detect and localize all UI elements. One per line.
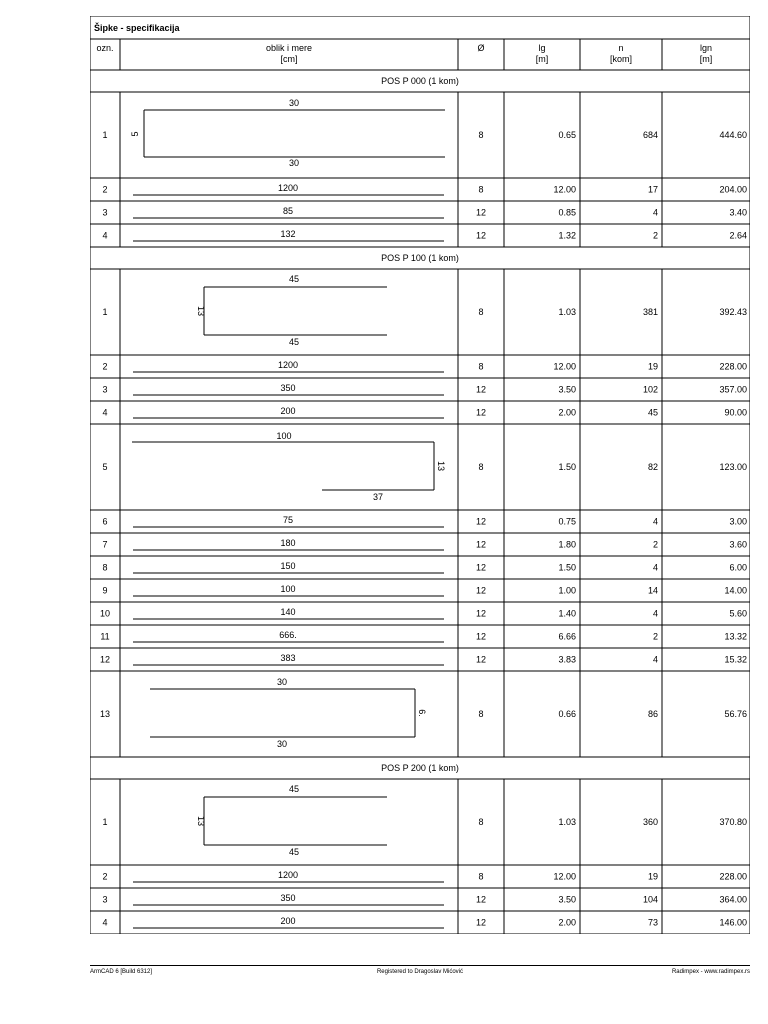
column-unit-shape: [cm] (280, 54, 298, 64)
bar-count: 4 (652, 562, 658, 573)
bar-shape-top-label: 45 (288, 274, 300, 284)
column-header-n: n (618, 43, 624, 53)
bar-mark: 5 (102, 462, 108, 472)
bar-count: 86 (647, 709, 658, 719)
footer-vendor: Radimpex - www.radimpex.rs (671, 969, 750, 975)
bar-diameter: 12 (475, 894, 487, 905)
bar-mark: 3 (102, 384, 108, 395)
bar-total-length: 3.00 (729, 516, 747, 527)
bar-mark: 1 (102, 307, 108, 317)
specification-sheet (90, 16, 750, 934)
bar-diameter: 8 (478, 871, 484, 882)
bar-diameter: 12 (475, 516, 487, 527)
bar-mark: 4 (102, 230, 108, 241)
bar-total-length: 370.80 (719, 817, 747, 827)
bar-shape-label: 100 (280, 584, 296, 594)
bar-shape-label: 350 (280, 893, 296, 903)
bar-count: 2 (652, 631, 658, 642)
bar-mark: 9 (102, 585, 108, 596)
bar-total-length: 90.00 (724, 407, 747, 418)
bar-shape-bottom-label: 45 (288, 337, 300, 347)
bar-length: 1.00 (558, 585, 576, 596)
bar-total-length: 2.64 (729, 230, 747, 241)
bar-count: 19 (647, 871, 658, 882)
bar-total-length: 357.00 (719, 384, 747, 395)
bar-diameter: 12 (475, 608, 487, 619)
bar-total-length: 3.60 (729, 539, 747, 550)
bar-diameter: 12 (475, 407, 487, 418)
bar-mark: 2 (102, 184, 108, 195)
bar-count: 4 (652, 654, 658, 665)
bar-length: 1.80 (558, 539, 576, 550)
bar-mark: 3 (102, 894, 108, 905)
bar-length: 3.50 (558, 384, 576, 395)
column-unit-n: [kom] (609, 54, 633, 64)
bar-shape-bottom-label: 30 (288, 158, 300, 168)
bar-shape-top-label: 30 (288, 98, 300, 108)
bar-count: 684 (642, 130, 658, 140)
bar-mark: 1 (102, 130, 108, 140)
bar-diameter: 8 (478, 361, 484, 372)
page-footer (90, 965, 750, 986)
bar-length: 1.50 (558, 462, 576, 472)
footer-software: ArmCAD 6 [Build 6312] (90, 969, 153, 975)
bar-total-length: 392.43 (719, 307, 747, 317)
bar-diameter: 12 (475, 539, 487, 550)
column-unit-lg: [m] (535, 54, 549, 64)
bar-shape-top-label: 100 (276, 431, 292, 441)
bar-count: 45 (647, 407, 658, 418)
bar-mark: 4 (102, 407, 108, 418)
bar-mark: 12 (99, 654, 111, 665)
bar-mark: 11 (100, 631, 110, 642)
bar-count: 2 (652, 230, 658, 241)
bar-shape-top-label: 30 (276, 677, 288, 687)
bar-length: 3.83 (558, 654, 576, 665)
section-title: POS P 100 (1 kom) (381, 253, 459, 263)
bar-shape-label: 132 (280, 229, 296, 239)
bar-total-length: 56.76 (724, 709, 747, 719)
table-title: Šipke - specifikacija (94, 23, 180, 33)
bar-shape-bottom-label: 45 (288, 847, 300, 857)
bar-count: 82 (647, 462, 658, 472)
bar-count: 14 (647, 585, 658, 596)
column-header-dia: Ø (477, 43, 485, 53)
bar-diameter: 12 (475, 230, 487, 241)
bar-shape-label: 1200 (277, 360, 299, 370)
bar-shape-label: 666. (279, 630, 297, 640)
bar-length: 6.66 (558, 631, 576, 642)
bar-diameter: 8 (478, 817, 484, 827)
bar-total-length: 13.32 (724, 631, 747, 642)
bar-diameter: 8 (478, 307, 484, 317)
bar-shape-bottom-label: 30 (276, 739, 288, 749)
bar-shape-side-label: 5 (130, 131, 140, 137)
bar-count: 360 (642, 817, 658, 827)
bar-length: 0.75 (558, 516, 576, 527)
bar-shape-side-label: 6. (417, 709, 427, 717)
bar-total-length: 204.00 (719, 184, 747, 195)
bar-shape-label: 200 (280, 406, 296, 416)
bar-length: 12.00 (553, 184, 576, 195)
bar-total-length: 364.00 (719, 894, 747, 905)
bar-count: 102 (642, 384, 658, 395)
bar-total-length: 6.00 (729, 562, 747, 573)
bar-total-length: 123.00 (719, 462, 747, 472)
bar-mark: 8 (102, 562, 108, 573)
bar-length: 0.85 (558, 207, 576, 218)
bar-diameter: 8 (478, 184, 484, 195)
column-unit-lgn: [m] (699, 54, 713, 64)
bar-mark: 4 (102, 917, 108, 928)
bar-mark: 2 (102, 871, 108, 882)
bar-shape-label: 1200 (277, 183, 299, 193)
bar-shape-label: 75 (282, 515, 294, 525)
bar-length: 12.00 (553, 871, 576, 882)
bar-length: 1.50 (558, 562, 576, 573)
bar-length: 1.03 (558, 817, 576, 827)
bar-total-length: 228.00 (719, 361, 747, 372)
bar-count: 104 (642, 894, 658, 905)
section-title: POS P 000 (1 kom) (381, 76, 459, 86)
bar-count: 381 (642, 307, 658, 317)
bar-shape-label: 383 (280, 653, 296, 663)
bar-length: 0.66 (558, 709, 576, 719)
specification-table (90, 16, 750, 934)
bar-shape-bottom-label: 37 (372, 492, 384, 502)
bar-diameter: 12 (475, 917, 487, 928)
bar-length: 3.50 (558, 894, 576, 905)
bar-length: 2.00 (558, 407, 576, 418)
bar-diameter: 12 (475, 631, 487, 642)
bar-diameter: 8 (478, 130, 484, 140)
bar-count: 19 (647, 361, 658, 372)
bar-shape-label: 85 (282, 206, 294, 216)
bar-count: 4 (652, 516, 658, 527)
column-header-shape: oblik i mere (265, 43, 313, 53)
bar-length: 2.00 (558, 917, 576, 928)
bar-shape-top-label: 45 (288, 784, 300, 794)
bar-diameter: 8 (478, 462, 484, 472)
bar-shape-label: 200 (280, 916, 296, 926)
bar-mark: 13 (99, 709, 111, 719)
bar-shape-side-label: 13 (436, 460, 446, 472)
column-header-lg: lg (538, 43, 546, 53)
bar-diameter: 12 (475, 654, 487, 665)
bar-shape-label: 180 (280, 538, 296, 548)
bar-total-length: 3.40 (729, 207, 747, 218)
footer-registration: Registered to Dragoslav Mićović (376, 969, 464, 975)
bar-mark: 10 (99, 608, 111, 619)
bar-count: 4 (652, 207, 658, 218)
column-header-lgn: lgn (699, 43, 713, 53)
bar-total-length: 5.60 (729, 608, 747, 619)
bar-mark: 2 (102, 361, 108, 372)
bar-mark: 3 (102, 207, 108, 218)
bar-diameter: 12 (475, 585, 487, 596)
bar-count: 17 (647, 184, 658, 195)
bar-length: 1.32 (558, 230, 576, 241)
bar-total-length: 14.00 (724, 585, 747, 596)
bar-shape-label: 150 (280, 561, 296, 571)
section-title: POS P 200 (1 kom) (381, 763, 459, 773)
bar-total-length: 228.00 (719, 871, 747, 882)
bar-shape-side-label: 13 (196, 815, 206, 827)
bar-diameter: 8 (478, 709, 484, 719)
bar-diameter: 12 (475, 207, 487, 218)
bar-total-length: 15.32 (724, 654, 747, 665)
column-header-ozn: ozn. (96, 43, 114, 53)
bar-diameter: 12 (475, 562, 487, 573)
bar-shape-label: 350 (280, 383, 296, 393)
bar-length: 1.03 (558, 307, 576, 317)
bar-shape-side-label: 13 (196, 305, 206, 317)
bar-count: 4 (652, 608, 658, 619)
bar-length: 0.65 (558, 130, 576, 140)
bar-length: 1.40 (558, 608, 576, 619)
bar-count: 2 (652, 539, 658, 550)
bar-mark: 7 (102, 539, 108, 550)
bar-shape-label: 1200 (277, 870, 299, 880)
bar-count: 73 (647, 917, 658, 928)
bar-total-length: 146.00 (719, 917, 747, 928)
bar-diameter: 12 (475, 384, 487, 395)
bar-shape-label: 140 (280, 607, 296, 617)
bar-length: 12.00 (553, 361, 576, 372)
bar-mark: 6 (102, 516, 108, 527)
bar-mark: 1 (102, 817, 108, 827)
bar-total-length: 444.60 (719, 130, 747, 140)
